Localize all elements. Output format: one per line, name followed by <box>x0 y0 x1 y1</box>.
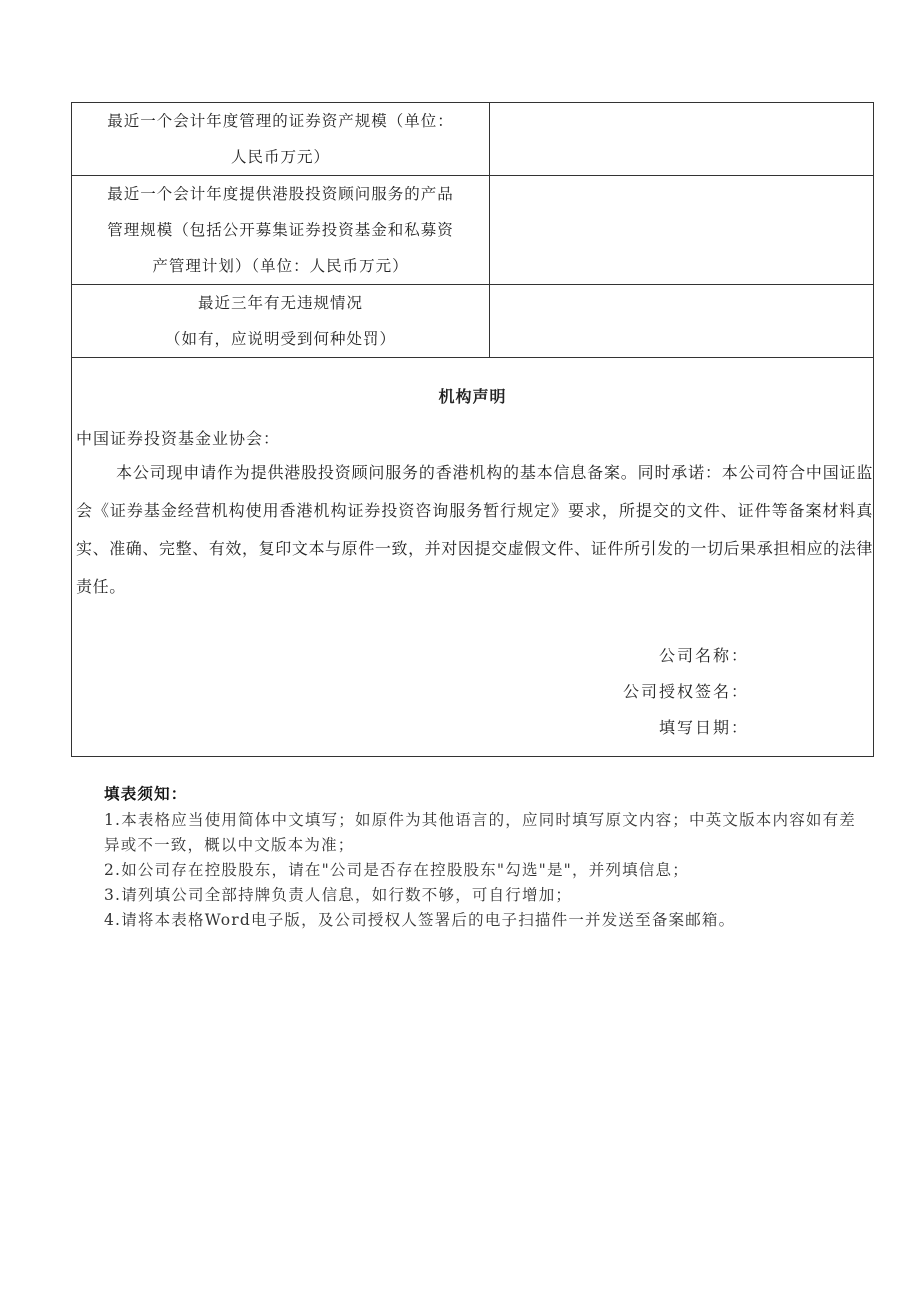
note-item: 2.如公司存在控股股东，请在"公司是否存在控股股东"勾选"是"，并列填信息； <box>104 861 689 879</box>
value-cell-hk-advisory-scale[interactable] <box>490 176 874 285</box>
signature-label: 公司授权签名： <box>622 682 749 701</box>
table-row <box>72 358 874 757</box>
declaration-section <box>72 358 874 757</box>
table-row <box>72 176 874 285</box>
declaration-body: 本公司现申请作为提供港股投资顾问服务的香港机构的基本信息备案。同时承诺：本公司符合中国证监会《证券基金经营机构使用香港机构证券投资咨询服务暂行规定》要求，所提交的文件、证件等备案材料真实、准确、完整、有效，复印文本与原件一致，并对因提交虚假文件、证件所引发的一切后果承担相应的法律责任。 <box>76 463 873 596</box>
filing-notes <box>104 781 856 933</box>
notes-title: 填表须知： <box>104 784 188 803</box>
value-cell-violations[interactable] <box>490 285 874 358</box>
note-item: 3.请列填公司全部持牌负责人信息，如行数不够，可自行增加； <box>104 886 573 904</box>
label-line: 人民币万元） <box>230 148 330 166</box>
label-line: 最近一个会计年度提供港股投资顾问服务的产品 <box>107 185 454 203</box>
row-label-violations <box>72 285 490 358</box>
row-label-hk-advisory-scale <box>72 176 490 285</box>
label-line: （如有，应说明受到何种处罚） <box>164 330 396 348</box>
label-line: 管理规模（包括公开募集证券投资基金和私募资 <box>107 221 454 239</box>
declaration-salutation: 中国证券投资基金业协会： <box>76 429 281 448</box>
label-line: 最近一个会计年度管理的证券资产规模（单位： <box>107 112 454 130</box>
date-label: 填写日期： <box>658 718 749 737</box>
label-line: 最近三年有无违规情况 <box>197 294 363 312</box>
row-label-securities-assets <box>72 103 490 176</box>
declaration-title: 机构声明 <box>438 387 507 406</box>
table-row <box>72 285 874 358</box>
label-line: 产管理计划）（单位：人民币万元） <box>152 257 409 275</box>
value-cell-securities-assets[interactable] <box>490 103 874 176</box>
company-name-label: 公司名称： <box>658 646 749 665</box>
signature-block <box>623 638 749 746</box>
note-item: 1.本表格应当使用简体中文填写；如原件为其他语言的，应同时填写原文内容；中英文版本内容如有差异或不一致，概以中文版本为准； <box>104 811 856 854</box>
note-item: 4.请将本表格Word电子版，及公司授权人签署后的电子扫描件一并发送至备案邮箱。 <box>104 911 736 929</box>
table-row <box>72 103 874 176</box>
filing-form-table <box>71 102 874 757</box>
